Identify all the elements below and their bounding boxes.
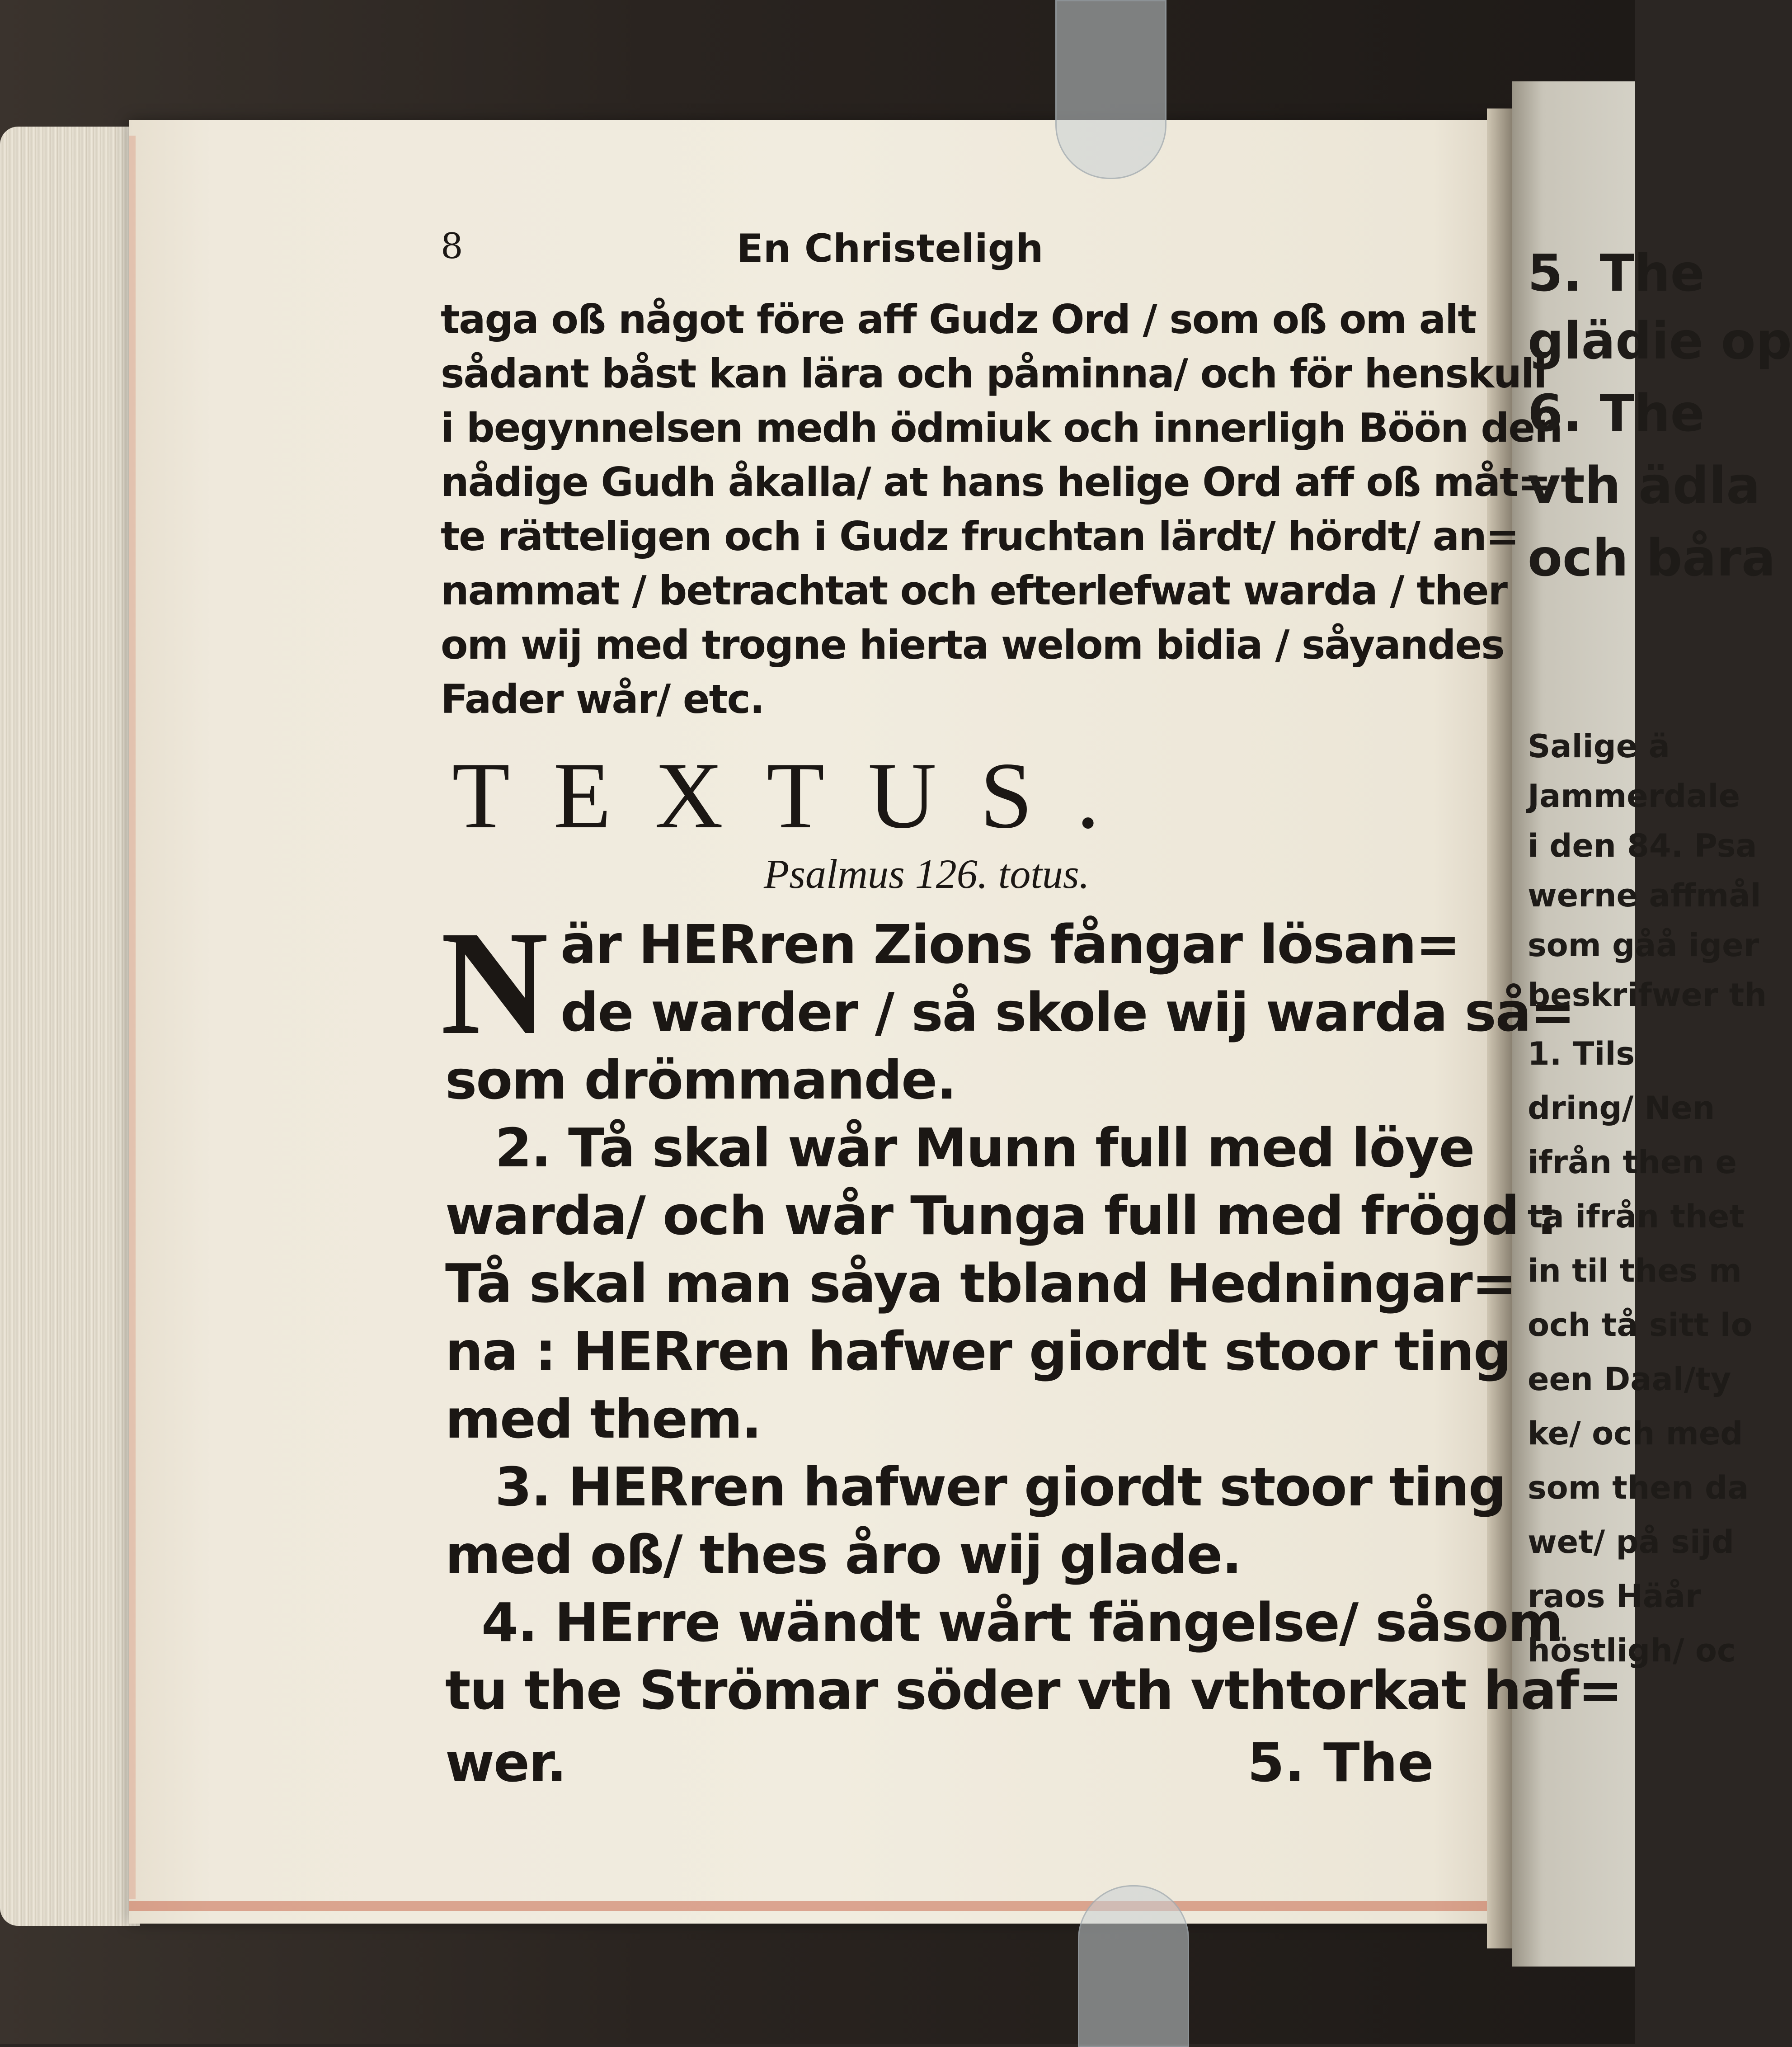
verse-line: tu the Strömar söder vth vthtorkat haf= [445, 1659, 1622, 1722]
right-page-line: in til thes m [1528, 1252, 1742, 1289]
page-clip-top [1055, 0, 1166, 179]
page-clip-bottom [1078, 1885, 1189, 2047]
right-page-line: som gåå iger [1528, 927, 1759, 964]
right-page-line: och båra [1528, 529, 1776, 588]
page-edges [0, 127, 140, 1926]
verse-line: med them. [445, 1388, 761, 1450]
intro-line: i begynnelsen medh ödmiuk och innerligh Böön den [441, 405, 1562, 451]
right-page-line: i den 84. Psa [1528, 827, 1757, 864]
right-page-line: beskrifwer th [1528, 976, 1767, 1014]
intro-line: taga oß något före aff Gudz Ord / som oß om alt [441, 296, 1476, 343]
psalm-reference: Psalmus 126. totus. [764, 851, 1090, 897]
verse-line: Tå skal man såya tbland Hedningar= [445, 1252, 1516, 1315]
verse-line: 2. Tå skal wår Munn full med löye [495, 1117, 1474, 1179]
intro-line: Fader wår/ etc. [441, 676, 764, 722]
intro-line: sådant båst kan lära och påminna/ och för henskull [441, 350, 1547, 397]
right-page-line: dring/ Nen [1528, 1090, 1715, 1127]
right-page-line: werne affmål [1528, 877, 1761, 914]
right-page-line: glädie op [1528, 312, 1792, 371]
page-number: 8 [441, 226, 463, 267]
verse-line: de warder / så skole wij warda så= [560, 981, 1575, 1043]
verse-line: 3. HERren hafwer giordt stoor ting [495, 1456, 1506, 1518]
right-page-line: ta ifrån thet [1528, 1198, 1745, 1235]
intro-line: te rätteligen och i Gudz fruchtan lärdt/ hördt/ an= [441, 513, 1519, 560]
right-page-line: som then da [1528, 1469, 1749, 1506]
verse-line: na : HERren hafwer giordt stoor ting [445, 1320, 1511, 1382]
right-page-line: een Daal/ty [1528, 1361, 1731, 1398]
right-page-line: ke/ och med [1528, 1415, 1743, 1452]
verse-line: wer. [445, 1731, 566, 1794]
right-page-line: vth ädla [1528, 457, 1760, 515]
right-page-line: raos Häår [1528, 1578, 1701, 1615]
intro-line: nammat / betrachtat och efterlefwat warda / ther [441, 567, 1507, 614]
intro-line: om wij med trogne hierta welom bidia / såyandes [441, 622, 1504, 668]
section-title: TEXTUS. [452, 743, 1143, 848]
right-page-line: ifrån then e [1528, 1144, 1737, 1181]
running-head: En Christeligh [737, 226, 1044, 271]
intro-line: nådige Gudh åkalla/ at hans helige Ord aff oß måt= [441, 459, 1550, 505]
verse-line: 4. HErre wändt wårt fängelse/ såsom [481, 1591, 1563, 1654]
right-page-line: 1. Tils [1528, 1035, 1635, 1072]
right-page-line: och tå sitt lo [1528, 1306, 1753, 1344]
verse-line: med oß/ thes åro wij glade. [445, 1523, 1242, 1586]
right-page-line: 6. The [1528, 384, 1705, 443]
right-page-line: wet/ på sijd [1528, 1523, 1735, 1561]
right-page-line: höstligh/ oc [1528, 1632, 1736, 1669]
verse-line: är HERren Zions fångar lösan= [560, 913, 1460, 976]
right-page-line: Jammerdale [1528, 778, 1740, 815]
verse-line: warda/ och wår Tunga full med frögd : [445, 1184, 1557, 1247]
drop-cap: N [441, 901, 549, 1066]
red-page-edge [129, 1901, 1489, 1911]
red-page-edge-side [129, 136, 136, 1899]
verse-line: som drömmande. [445, 1049, 956, 1111]
catchword: 5. The [1247, 1731, 1434, 1794]
right-page-line: 5. The [1528, 244, 1705, 303]
right-page-line: Salige ä [1528, 728, 1670, 765]
